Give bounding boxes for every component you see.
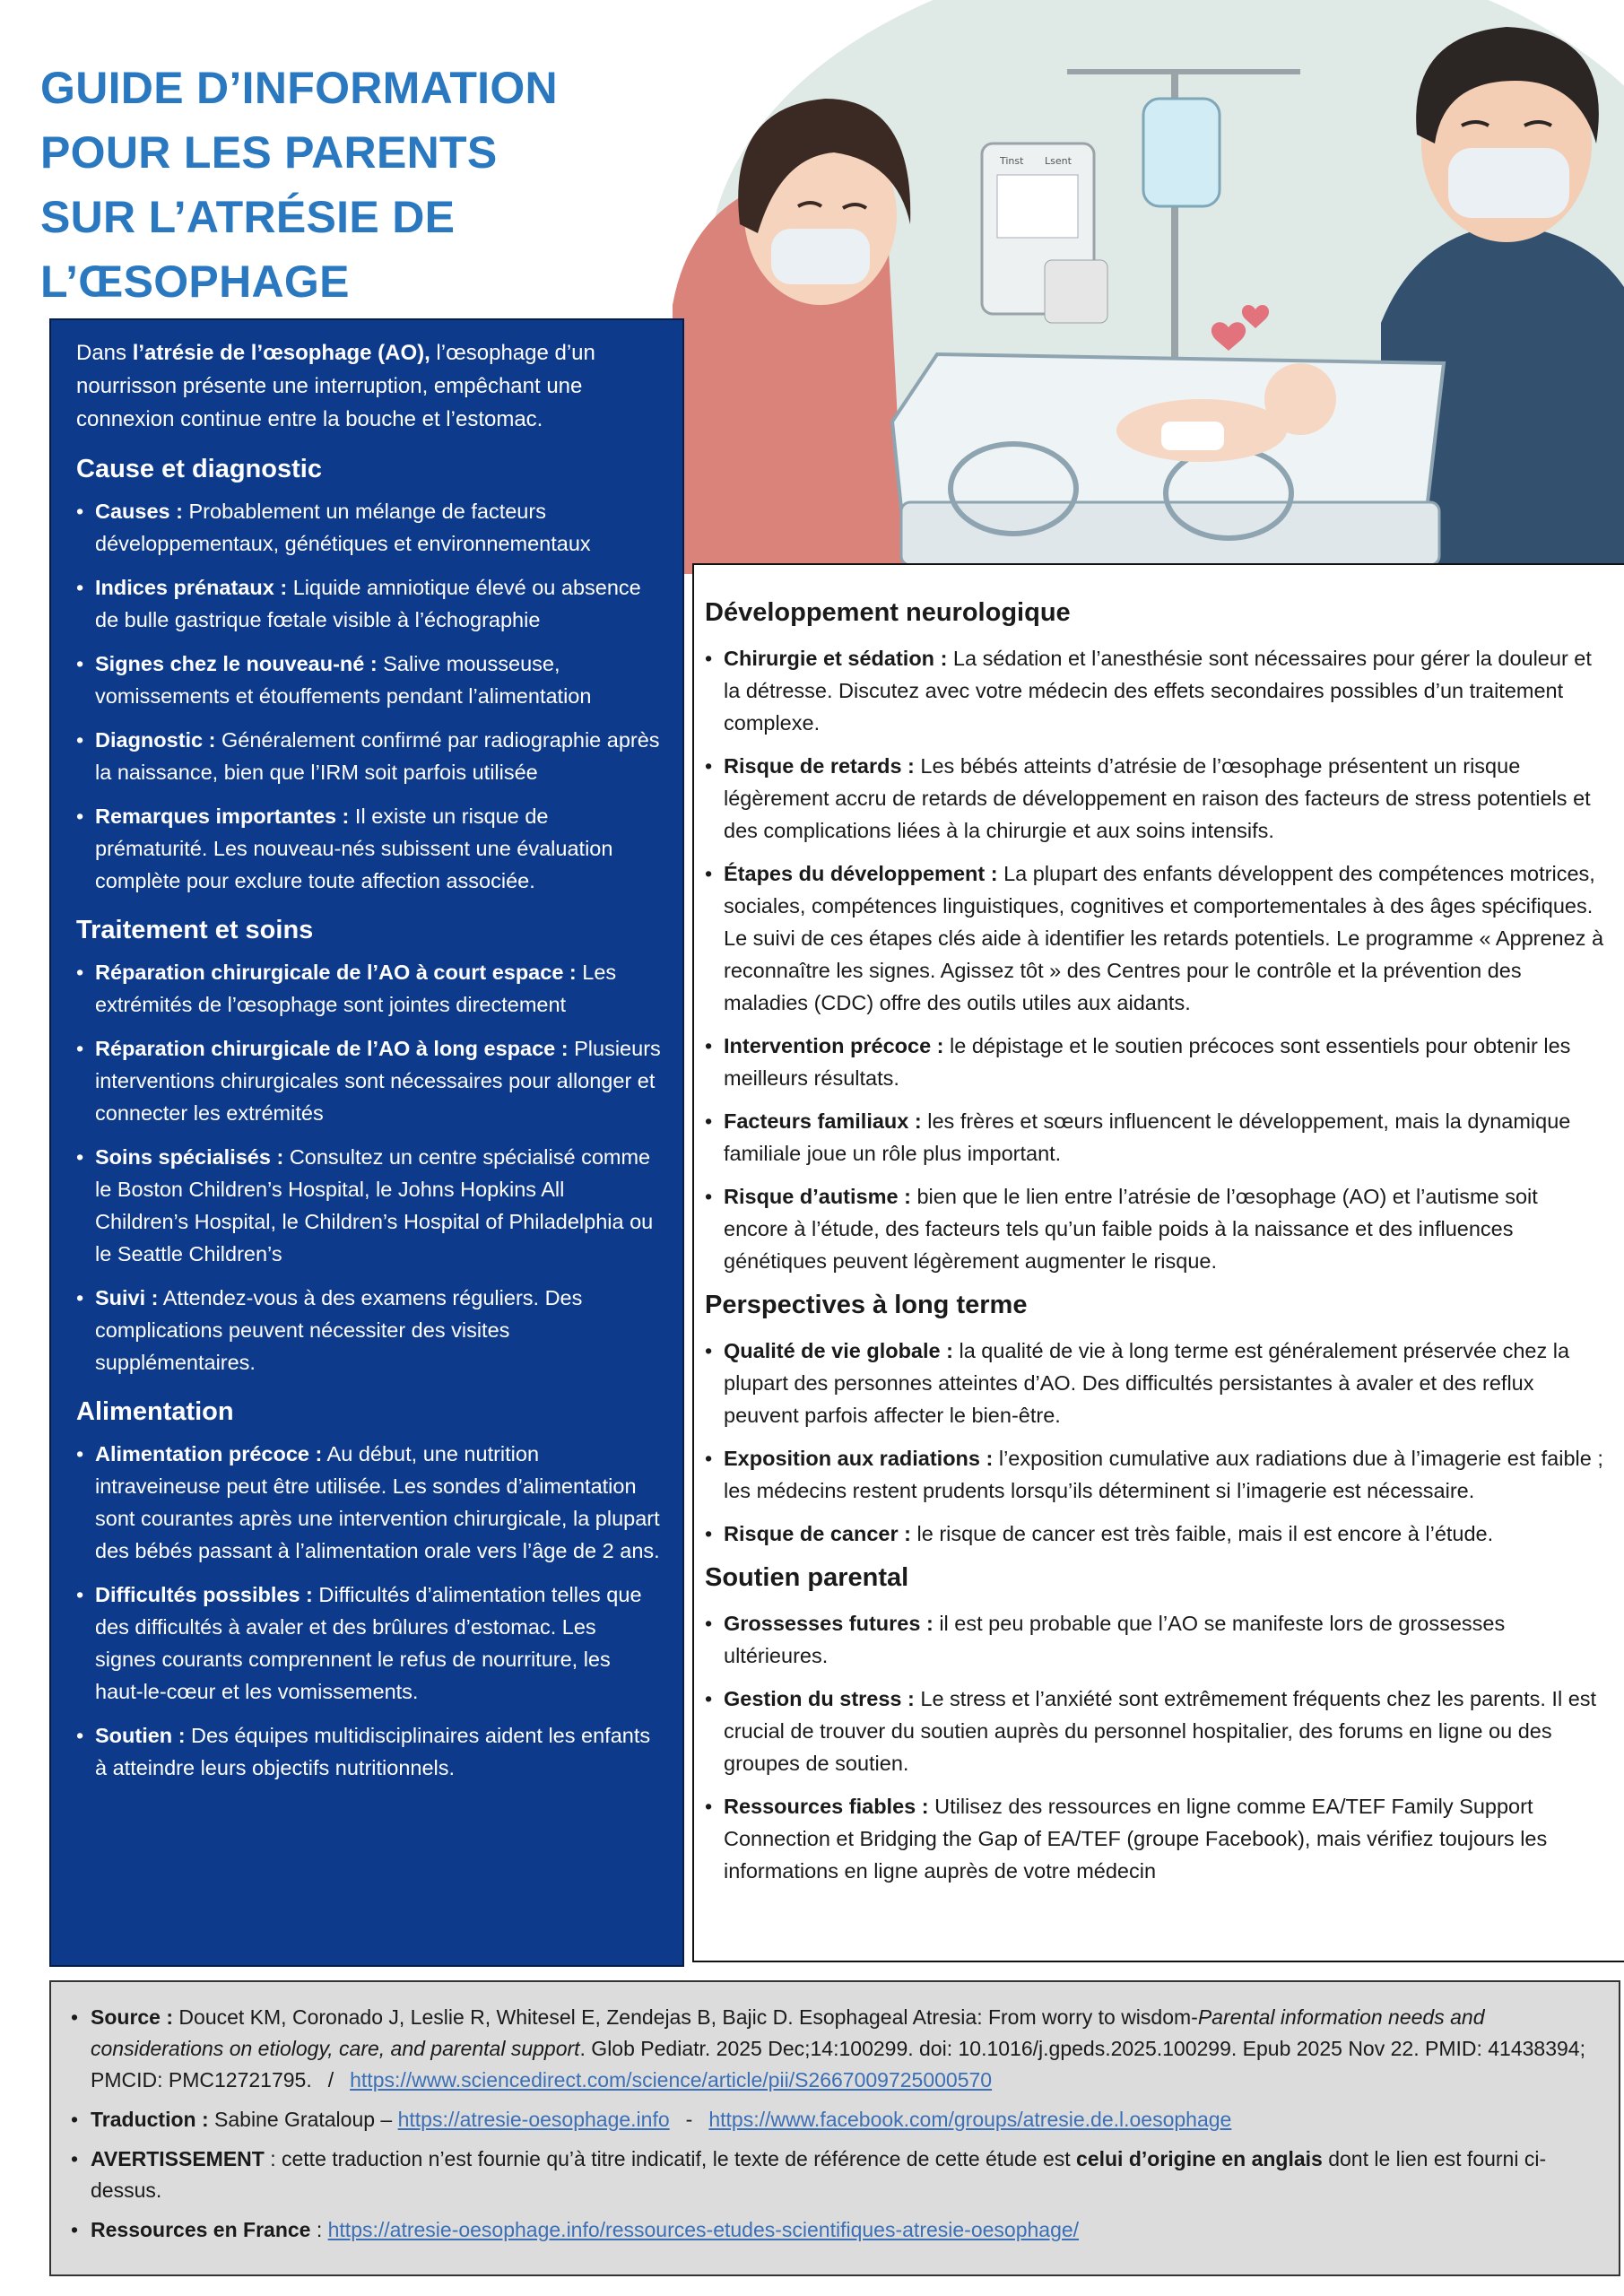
section-list bbox=[76, 1438, 663, 1784]
resources-colon: : bbox=[310, 2218, 328, 2241]
item-text: Les bébés atteints d’atrésie de l’œsophage présentent un risque légèrement accru de retards de développement en raison des facteurs de stress potentiels et des complications liées à la chirurgie et aux soins intensifs. bbox=[724, 754, 1591, 842]
item-label: Réparation chirurgicale de l’AO à court espace : bbox=[95, 961, 577, 984]
title-line-1: GUIDE D’INFORMATION bbox=[40, 63, 558, 113]
list-item bbox=[76, 571, 663, 636]
section-heading: Développement neurologique bbox=[705, 598, 1071, 627]
incubator bbox=[892, 354, 1444, 565]
item-label: Grossesses futures : bbox=[724, 1612, 934, 1635]
list-item bbox=[76, 1578, 663, 1708]
translation-label: Traduction : bbox=[91, 2108, 209, 2131]
item-label: Signes chez le nouveau-né : bbox=[95, 652, 378, 675]
item-label: Causes : bbox=[95, 500, 183, 523]
item-text: Les extrémités de l’œsophage sont jointes directement bbox=[95, 961, 617, 1016]
item-label: Qualité de vie globale : bbox=[724, 1339, 953, 1362]
item-label: Gestion du stress : bbox=[724, 1687, 915, 1710]
source-link[interactable]: https://www.sciencedirect.com/science/article/pii/S2667009725000570 bbox=[350, 2068, 993, 2092]
warning-label: AVERTISSEMENT bbox=[91, 2147, 265, 2170]
item-label: Soins spécialisés : bbox=[95, 1145, 284, 1169]
intro-paragraph bbox=[76, 336, 663, 436]
item-text: Utilisez des ressources en ligne comme EA/TEF Family Support Connection et Bridging the Gap of EA/TEF (groupe Facebook), mais vérifiez toujours les informations en ligne auprès de votre médecin bbox=[724, 1795, 1548, 1883]
list-item bbox=[705, 1105, 1607, 1170]
title-line-3: SUR L’ATRÉSIE DE L’ŒSOPHAGE bbox=[40, 192, 456, 307]
item-label: Intervention précoce : bbox=[724, 1034, 944, 1057]
item-text: Salive mousseuse, vomissements et étouffements pendant l’alimentation bbox=[95, 652, 592, 708]
intro-post: l’œsophage d’un nourrisson présente une interruption, empêchant une connexion continue entre la bouche et l’estomac. bbox=[76, 341, 595, 431]
translation-link-site[interactable]: https://atresie-oesophage.info bbox=[397, 2108, 670, 2131]
intro-bold: l’atrésie de l’œsophage (AO), bbox=[132, 341, 430, 365]
section-heading: Traitement et soins bbox=[76, 916, 314, 944]
resources-label: Ressources en France bbox=[91, 2218, 311, 2241]
monitor-label-right: Lsent bbox=[1045, 155, 1072, 167]
source-text-2: . Glob Pediatr. 2025 Dec;14:100299. doi: 10.1016/j.gpeds.2025.100299. Epub 2025 Nov 22. PMID: 41438394; PMCID: PMC12721795. bbox=[91, 2037, 1585, 2092]
list-item bbox=[705, 1335, 1607, 1431]
list-item bbox=[76, 1032, 663, 1129]
item-label: Difficultés possibles : bbox=[95, 1583, 313, 1606]
translation-name: Sabine Grataloup – bbox=[208, 2108, 398, 2131]
item-label: Risque de retards : bbox=[724, 754, 915, 778]
item-text: Généralement confirmé par radiographie après la naissance, bien que l’IRM soit parfois utilisée bbox=[95, 728, 660, 784]
item-label: Risque de cancer : bbox=[724, 1522, 911, 1545]
item-label: Indices prénataux : bbox=[95, 576, 288, 599]
item-text: Plusieurs interventions chirurgicales sont nécessaires pour allonger et connecter les extrémités bbox=[95, 1037, 661, 1125]
warning-bold: celui d’origine en anglais bbox=[1076, 2147, 1323, 2170]
footer-box bbox=[49, 1980, 1620, 2276]
item-text: Consultez un centre spécialisé comme le Boston Children’s Hospital, le Johns Hopkins All Children’s Hospital, le Children’s Hospital of Philadelphia ou le Seattle Children’s bbox=[95, 1145, 654, 1265]
item-text: La sédation et l’anesthésie sont nécessaires pour gérer la douleur et la détresse. Discutez avec votre médecin des effets secondaires possibles d’un traitement complexe. bbox=[724, 647, 1592, 735]
item-text: Des équipes multidisciplinaires aident les enfants à atteindre leurs objectifs nutritionnels. bbox=[95, 1724, 651, 1779]
section-list bbox=[705, 1607, 1607, 1887]
item-label: Suivi : bbox=[95, 1286, 159, 1309]
translation-link-facebook[interactable]: https://www.facebook.com/groups/atresie.de.l.oesophage bbox=[708, 2108, 1232, 2131]
warning-text-2: dont le lien est fourni ci-dessus. bbox=[91, 2147, 1547, 2202]
list-item bbox=[76, 1438, 663, 1567]
footer-list bbox=[71, 2002, 1599, 2246]
source-text: Doucet KM, Coronado J, Leslie R, Whitesel E, Zendejas B, Bajic D. Esophageal Atresia: From worry to wisdom- bbox=[173, 2005, 1198, 2029]
section-heading: Alimentation bbox=[76, 1397, 234, 1426]
footer-resources bbox=[71, 2214, 1599, 2246]
list-item bbox=[76, 1282, 663, 1378]
title-line-2: POUR LES PARENTS bbox=[40, 127, 498, 178]
list-item bbox=[705, 642, 1607, 739]
list-item bbox=[705, 1030, 1607, 1094]
item-text: Probablement un mélange de facteurs développementaux, génétiques et environnementaux bbox=[95, 500, 591, 555]
left-panel bbox=[49, 318, 684, 1967]
item-label: Diagnostic : bbox=[95, 728, 216, 752]
list-item bbox=[705, 750, 1607, 847]
item-text: les frères et sœurs influencent le développement, mais la dynamique familiale joue un rôle plus important. bbox=[724, 1109, 1571, 1165]
item-label: Étapes du développement : bbox=[724, 862, 998, 885]
item-text: le dépistage et le soutien précoces sont essentiels pour obtenir les meilleurs résultats. bbox=[724, 1034, 1571, 1090]
list-item bbox=[705, 1442, 1607, 1507]
item-text: bien que le lien entre l’atrésie de l’œsophage (AO) et l’autisme soit encore à l’étude, des facteurs tels qu’un faible poids à la naissance et des influences génétiques peuvent légèrement augmenter le risque. bbox=[724, 1185, 1538, 1273]
footer-warning bbox=[71, 2144, 1599, 2206]
source-label: Source : bbox=[91, 2005, 174, 2029]
item-label: Ressources fiables : bbox=[724, 1795, 929, 1818]
list-item bbox=[76, 956, 663, 1021]
source-italic: Parental information needs and considerations on etiology, care, and parental support bbox=[91, 2005, 1485, 2060]
resources-link[interactable]: https://atresie-oesophage.info/ressources-etudes-scientifiques-atresie-oesophage/ bbox=[327, 2218, 1080, 2241]
item-label: Remarques importantes : bbox=[95, 804, 350, 828]
section-heading: Cause et diagnostic bbox=[76, 455, 322, 483]
item-text: Le stress et l’anxiété sont extrêmement fréquents chez les parents. Il est crucial de trouver du soutien auprès du personnel hospitalier, des forums en ligne ou des groupes de soutien. bbox=[724, 1687, 1597, 1775]
item-text: la qualité de vie à long terme est généralement préservée chez la plupart des personnes atteintes d’AO. Des difficultés persistantes à avaler et des reflux peuvent parfois affecter le bien-être. bbox=[724, 1339, 1570, 1427]
item-text: Difficultés d’alimentation telles que des difficultés à avaler et des brûlures d’estomac. Les signes courants comprennent le refus de nourriture, les haut-le-cœur et les vomissements. bbox=[95, 1583, 642, 1703]
item-text: il est peu probable que l’AO se manifeste lors de grossesses ultérieures. bbox=[724, 1612, 1506, 1667]
list-item bbox=[705, 1683, 1607, 1779]
monitor-label-left: Tinst bbox=[1000, 155, 1024, 167]
section-list bbox=[705, 642, 1607, 1277]
item-text: La plupart des enfants développent des compétences motrices, sociales, compétences linguistiques, cognitives et comportementales à des âges spécifiques. Le suivi de ces étapes clés aide à identifier les retards potentiels. Le programme « Apprenez à reconnaître les signes. Agissez tôt » des Centres pour le contrôle et la prévention des maladies (CDC) offre des outils utiles aux aidants. bbox=[724, 862, 1604, 1014]
hero-illustration bbox=[673, 0, 1624, 574]
warning-text: : cette traduction n’est fournie qu’à titre indicatif, le texte de référence de cette étude est bbox=[264, 2147, 1077, 2170]
list-item bbox=[705, 857, 1607, 1019]
list-item bbox=[76, 1141, 663, 1270]
section-heading: Perspectives à long terme bbox=[705, 1291, 1028, 1319]
section-list bbox=[76, 495, 663, 897]
list-item bbox=[76, 495, 663, 560]
footer-translation bbox=[71, 2104, 1599, 2135]
section-heading: Soutien parental bbox=[705, 1563, 909, 1592]
item-label: Facteurs familiaux : bbox=[724, 1109, 922, 1133]
list-item bbox=[76, 800, 663, 897]
item-text: l’exposition cumulative aux radiations due à l’imagerie est faible ; les médecins restent prudents lorsqu’ils déterminent si l’imagerie est nécessaire. bbox=[724, 1447, 1603, 1502]
item-text: Attendez-vous à des examens réguliers. Des complications peuvent nécessiter des visites supplémentaires. bbox=[95, 1286, 583, 1374]
list-item bbox=[705, 1518, 1607, 1550]
item-label: Soutien : bbox=[95, 1724, 186, 1747]
intro-pre: Dans bbox=[76, 341, 133, 365]
item-label: Exposition aux radiations : bbox=[724, 1447, 994, 1470]
translation-separator: - bbox=[685, 2108, 693, 2131]
list-item bbox=[705, 1790, 1607, 1887]
footer-source bbox=[71, 2002, 1599, 2096]
item-text: Au début, une nutrition intraveineuse peut être utilisée. Les sondes d’alimentation sont courantes après une intervention chirurgicale, la plupart des bébés passant à l’alimentation orale vers l’âge de 2 ans. bbox=[95, 1442, 660, 1562]
item-text: le risque de cancer est très faible, mais il est encore à l’étude. bbox=[910, 1522, 1494, 1545]
item-label: Risque d’autisme : bbox=[724, 1185, 911, 1208]
list-item bbox=[76, 724, 663, 788]
item-text: Liquide amniotique élevé ou absence de bulle gastrique fœtale visible à l’échographie bbox=[95, 576, 641, 631]
section-list bbox=[705, 1335, 1607, 1550]
item-text: Il existe un risque de prématurité. Les nouveau-nés subissent une évaluation complète pour exclure toute affection associée. bbox=[95, 804, 613, 892]
right-panel bbox=[692, 563, 1624, 1962]
list-item bbox=[705, 1607, 1607, 1672]
item-label: Alimentation précoce : bbox=[95, 1442, 323, 1465]
item-label: Réparation chirurgicale de l’AO à long espace : bbox=[95, 1037, 569, 1060]
item-label: Chirurgie et sédation : bbox=[724, 647, 948, 670]
list-item bbox=[76, 1719, 663, 1784]
list-item bbox=[76, 648, 663, 712]
list-item bbox=[705, 1180, 1607, 1277]
mother-figure bbox=[673, 99, 910, 574]
source-separator: / bbox=[327, 2068, 334, 2092]
section-list bbox=[76, 956, 663, 1378]
title-block bbox=[40, 56, 776, 314]
